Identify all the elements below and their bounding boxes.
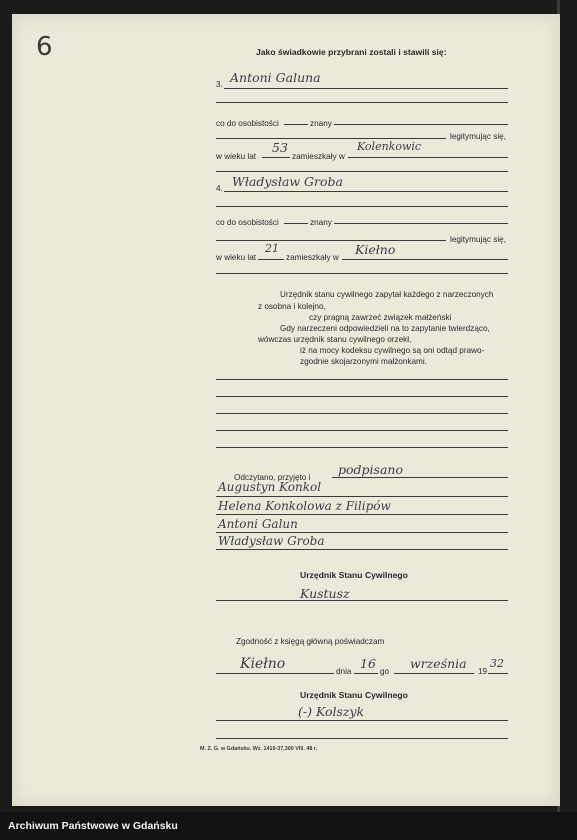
signature-name-2: Helena Konkolowa z Filipów xyxy=(218,499,391,513)
witness1-age: 53 xyxy=(272,140,288,155)
official2-signature: (-) Kolszyk xyxy=(298,704,365,719)
blank-line-5 xyxy=(216,447,508,448)
witness2-identity-value: znany xyxy=(310,218,332,227)
certification-place-line xyxy=(216,673,334,674)
witness1-age-line xyxy=(262,157,290,158)
signature-name-1: Augustyn Konkol xyxy=(218,480,322,494)
witness2-extra-line xyxy=(216,273,508,274)
certification-year-suffix: 32 xyxy=(490,657,504,670)
certification-day: 16 xyxy=(360,656,376,671)
witnesses-title: Jako świadkowie przybrani zostali i stawili się: xyxy=(256,47,447,57)
witness1-identity-label: co do osobistości xyxy=(216,119,279,128)
witness1-identity-line xyxy=(334,124,508,125)
witness2-age-line xyxy=(258,259,284,260)
witness1-id-label: legitymując się, xyxy=(450,132,506,141)
witness2-identity-dash xyxy=(284,223,308,224)
signature-line-4 xyxy=(216,549,508,550)
witness2-id-label: legitymując się, xyxy=(450,235,506,244)
declaration-line5: wówczas urzędnik stanu cywilnego orzekł, xyxy=(258,335,412,344)
witness2-name: Władysław Groba xyxy=(232,174,343,189)
official1-signature: Kustusz xyxy=(300,586,350,601)
official2-line xyxy=(216,720,508,721)
certification-day-line xyxy=(354,673,378,674)
witness1-identity-value: znany xyxy=(310,119,332,128)
witness1-residence-line xyxy=(348,157,508,158)
witness2-residence-label: zamieszkały w xyxy=(286,253,339,262)
witness2-residence-line xyxy=(342,259,508,260)
declaration-line6: iż na mocy kodeksu cywilnego są oni odtąd prawo- xyxy=(300,346,485,355)
certification-statement: Zgodność z księgą główną poświadczam xyxy=(236,637,385,646)
official2-title: Urzędnik Stanu Cywilnego xyxy=(300,690,408,700)
official1-line xyxy=(216,600,508,601)
witness1-index: 3. xyxy=(216,80,223,89)
signature-line-2 xyxy=(216,514,508,515)
witness1-id-line xyxy=(216,138,446,139)
witness2-residence: Kiełno xyxy=(355,242,396,257)
archive-footer xyxy=(0,812,577,840)
official2-line2 xyxy=(216,738,508,739)
declaration-line2: z osobna i kolejno, xyxy=(258,302,326,311)
witness2-age-label: w wieku lat xyxy=(216,253,257,262)
archive-label: Archiwum Państwowe w Gdańsku xyxy=(8,820,178,832)
witness2-identity-label: co do osobistości xyxy=(216,218,279,227)
witness1-residence: Kolenkowic xyxy=(357,140,422,153)
certification-month: września xyxy=(410,656,467,671)
page-number: 6 xyxy=(36,32,53,62)
certification-month-line xyxy=(394,673,474,674)
witness1-name-line xyxy=(224,88,508,89)
blank-line-3 xyxy=(216,413,508,414)
signature-name-3: Antoni Galun xyxy=(218,517,298,531)
certification-month-label: go xyxy=(380,667,390,676)
witness2-index: 4. xyxy=(216,184,223,193)
blank-line-2 xyxy=(216,396,508,397)
read-line xyxy=(332,477,508,478)
certification-place: Kiełno xyxy=(240,656,286,672)
print-info: M. Z. G. w Gdańsku. Wz. 1419-37.300 VIII. 48 r. xyxy=(200,746,318,752)
certification-year-prefix: 19 xyxy=(478,667,488,676)
official1-title: Urzędnik Stanu Cywilnego xyxy=(300,570,408,580)
signature-line-3 xyxy=(216,532,508,533)
witness2-age: 21 xyxy=(265,242,279,255)
read-value: podpisano xyxy=(338,462,403,477)
signature-line-1 xyxy=(216,496,508,497)
witness1-extra-line xyxy=(216,171,508,172)
witness1-name: Antoni Galuna xyxy=(230,70,321,85)
witness2-id-line xyxy=(216,240,446,241)
witness1-age-label: w wieku lat xyxy=(216,152,257,161)
certification-day-label: dnia xyxy=(336,667,352,676)
certification-year-line xyxy=(488,673,508,674)
declaration-line3: czy pragną zawrzeć związek małżeński xyxy=(309,313,452,322)
declaration-line1: Urzędnik stanu cywilnego zapytał każdego z narzeczonych xyxy=(280,290,494,299)
witness2-name-line xyxy=(224,191,508,192)
declaration-line4: Gdy narzeczeni odpowiedzieli na to zapytanie twierdząco, xyxy=(280,324,490,333)
witness1-residence-label: zamieszkały w xyxy=(292,152,345,161)
witness2-name-line2 xyxy=(216,206,508,207)
witness2-identity-line xyxy=(334,223,508,224)
declaration-line7: zgodnie skojarzonymi małżonkami. xyxy=(300,357,427,366)
signature-name-4: Władysław Groba xyxy=(218,534,325,548)
witness1-identity-dash xyxy=(284,124,308,125)
read-label: Odczytano, przyjęto i xyxy=(234,473,311,482)
blank-line-4 xyxy=(216,430,508,431)
witness1-name-line2 xyxy=(216,102,508,103)
blank-line-1 xyxy=(216,379,508,380)
document-page xyxy=(12,14,560,806)
